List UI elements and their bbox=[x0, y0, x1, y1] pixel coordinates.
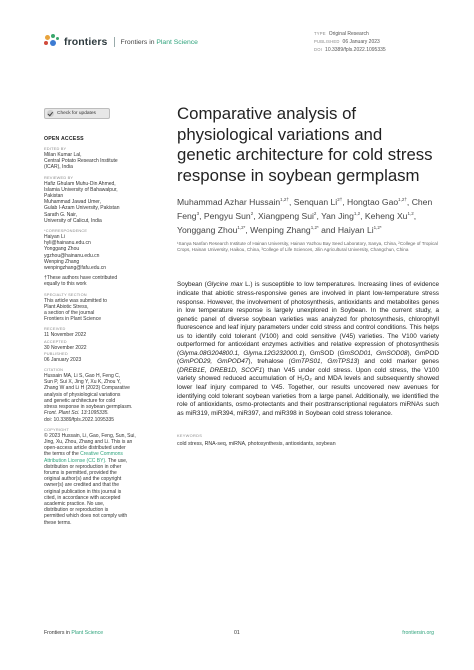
footer-journal: Frontiers in Plant Science bbox=[44, 630, 104, 636]
copyright-section: COPYRIGHT © 2023 Hussain, Li, Gao, Feng, Sun, Sui, Jing, Xu, Zhou, Zhang and Li. This is an open-access article distributed under the terms of the Creative Commons Attribution License (CC BY). The use, distribution or reproduction in other forums is permitted, provided the original author(s) and the copyright owner(s) are credited and that the original publication in this journal is cited, in accordance with accepted academic practice. No use, distribution or reproduction is permitted which does not comply with these terms. bbox=[44, 426, 136, 526]
journal-name: Frontiers in Plant Science bbox=[120, 38, 198, 46]
article-main bbox=[177, 104, 439, 447]
check-icon bbox=[47, 110, 54, 117]
page-header bbox=[44, 30, 434, 60]
doi-link[interactable]: DOI 10.3389/fpls.2022.1095335 bbox=[314, 47, 386, 53]
page-number: 01 bbox=[234, 630, 240, 636]
author-list: Muhammad Azhar Hussain$^{1,2\dagger}$, Senquan $Li^{2\dagger}$, Hongtao Gao$^{1,2\dagger}$, Chen Feng$^3$, Pengyu Sun$^2$, Xiangpeng Sui$^2$, Yan Jing$^{1,2}$, Keheng Xu$^{1,2}$, Yonggang Zhou$^{1,2*}$, Wenping Zhang$^{1,2*}$ and Haiyan $Li^{1,2*}$ bbox=[177, 196, 433, 236]
license-link[interactable]: Attribution License (CC BY). bbox=[44, 457, 107, 464]
email-link[interactable]: hyli@hainanu.edu.cn bbox=[44, 240, 91, 247]
brand-name: frontiers bbox=[64, 36, 108, 48]
license-link[interactable]: Creative Commons bbox=[80, 451, 123, 458]
brand bbox=[44, 34, 198, 50]
article-title: Comparative analysis of physiological variations and genetic architecture for cold stress response in soybean germplasm bbox=[177, 104, 433, 185]
abstract: Soybean (Glycine max L.) is susceptible to low temperatures. Increasing lines of evidence indicate that abiotic stress-responsive genes are involved in plant low-temperature stress response. However, the involvement of photosynthesis, antioxidants and metabolites genes in low temperature response is largely unexplored in Soybean. In the current study, a genetic panel of diverse soybean varieties was analyzed for photosynthesis, chlorophyll fluorescence and leaf injury parameters under cold stress and control conditions. This helps us to identify cold tolerant (V100) and cold sensitive (V45) varieties. The V100 variety outperformed for antioxidant enzymes activities and relative expression of photosynthesis (Glyma.08G204800.1, Glyma.12G232000.1), GmSOD (GmSOD01, GmSOD08), GmPOD (GmPOD29, GmPOD47), trehalose (GmTPS01, GmTPS13) and cold marker genes (DREB1E, DREB1D, SCOF1) than V45 under cold stress. Upon cold stress, the V100 variety showed reduced accumulation of H₂O₂ and MDA levels and subsequently showed lower leaf injury compared to V45. Together, our results uncovered new avenues for identifying cold tolerant soybean varieties from a large panel. Additionally, we identified the role of antioxidants, osmo-protectants and their posttranscriptional regulators miRNAs such as miR319, miR394, miR397, and miR398 in Soybean cold stress tolerance. bbox=[177, 281, 440, 417]
open-access-label: OPEN ACCESS bbox=[44, 136, 84, 142]
correspondence-section: *CORRESPONDENCE Haiyan Li hyli@hainanu.edu.cn Yonggang Zhou ygzhou@hainanu.edu.cn Wenping Zhang wenpingzhang@fafu.edu.cn bbox=[44, 228, 156, 271]
affiliations: ¹Sanya Nanfan Research Institute of Hainan University, Hainan Yazhou Bay Seed Laboratory, Sanya, China, ²College of Tropical Crops, Hainan University, Haikou, China, ³College of Life Sciences, Jilin Agricultural University, Changchun, China bbox=[177, 241, 438, 253]
specialty-section: SPECIALTY SECTION This article was submitted to Plant Abiotic Stress, a section of the journal Frontiers in Plant Science bbox=[44, 291, 108, 323]
keywords: cold stress, RNA-seq, miRNA, photosynthesis, antioxidants, soybean bbox=[177, 441, 336, 448]
check-for-updates-button[interactable]: Check for updates bbox=[44, 108, 110, 119]
frontiers-logo-icon bbox=[44, 34, 60, 50]
article-meta: TYPE Original Research PUBLISHED 06 January 2023 DOI 10.3389/fpls.2022.1095335 bbox=[314, 30, 434, 54]
equal-contribution-note: †These authors have contributed equally to this work bbox=[44, 275, 118, 288]
reviewed-by-section: REVIEWED BY Hafiz Ghulam Muhu-Din Ahmed, Islamia University of Bahawalpur, Pakistan Muhammad Jawad Umer, Gulab I-Azam University, Pakistan Sarath G. Nair, University of Calicut, India bbox=[44, 174, 120, 224]
email-link[interactable]: ygzhou@hainanu.edu.cn bbox=[44, 252, 100, 259]
dates-section: RECEIVED 11 November 2022 ACCEPTED 30 November 2022 PUBLISHED 06 January 2023 bbox=[44, 326, 87, 363]
footer-site-link[interactable]: frontiersin.org bbox=[402, 630, 434, 636]
article-sidebar bbox=[44, 108, 156, 530]
brand-separator bbox=[114, 37, 115, 47]
citation-section: CITATION Hussain MA, Li S, Gao H, Feng C, Sun P, Sui X, Jing Y, Xu K, Zhou Y, Zhang W and Li H (2023) Comparative analysis of physiological variations and genetic architecture for cold stress response in soybean germplasm. Front. Plant Sci. 13:1095335. doi: 10.3389/fpls.2022.1095335 bbox=[44, 367, 133, 423]
edited-by-section: EDITED BY Milan Kumar Lal, Central Potato Research Institute (ICAR), India bbox=[44, 146, 118, 171]
email-link[interactable]: wenpingzhang@fafu.edu.cn bbox=[44, 265, 107, 272]
keywords-label: KEYWORDS bbox=[177, 433, 203, 439]
